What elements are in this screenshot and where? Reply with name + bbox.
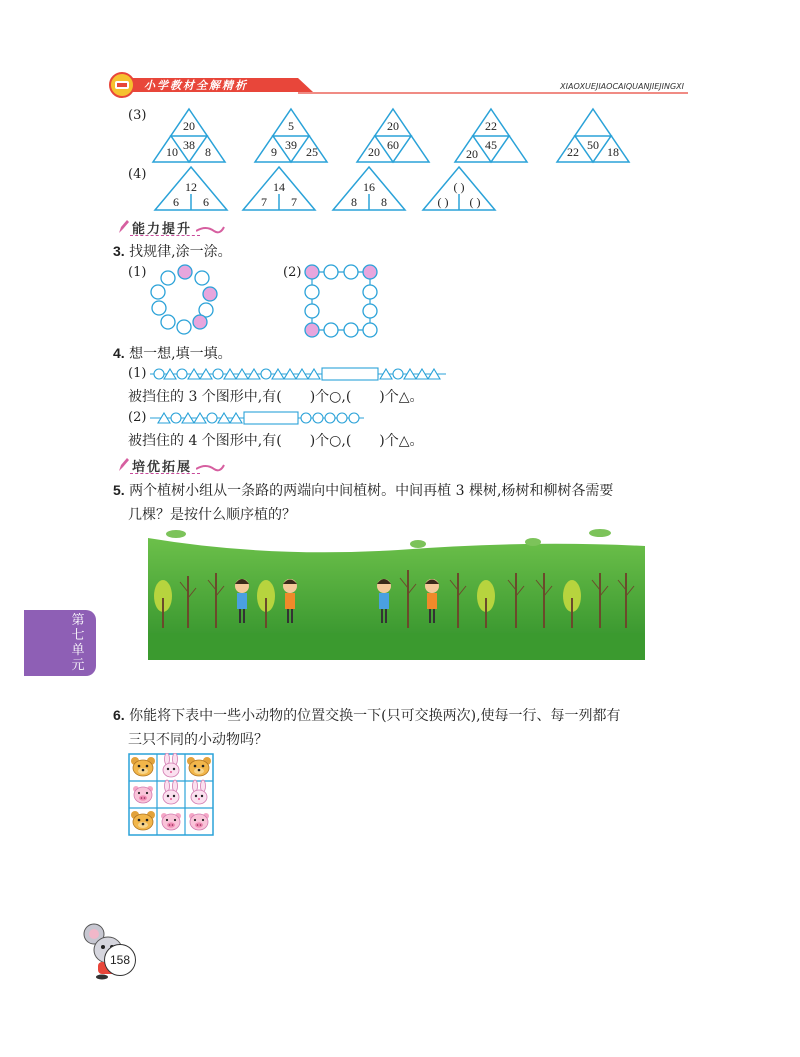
q6-stem: [113, 705, 703, 750]
tri-top-blank: ( ): [453, 180, 465, 194]
tri-top: 12: [185, 180, 197, 194]
tri-right: 25: [306, 145, 318, 159]
tri-left: 22: [567, 145, 579, 159]
tri-top: 5: [288, 119, 294, 133]
tri-left: 20: [466, 147, 478, 161]
side-tab-line2: 单元: [71, 643, 85, 673]
flourish-icon: [196, 223, 226, 235]
triangle-3-4: [455, 109, 527, 162]
tri-left: 7: [261, 195, 267, 209]
pencil-icon: [116, 219, 130, 235]
side-tab-line1: 第七: [71, 613, 85, 643]
tri-left: 20: [368, 145, 380, 159]
q5-line1: [113, 480, 703, 501]
q4-line2: 被挡住的 4 个图形中,有( )个○,( )个△。: [128, 433, 424, 449]
q5-text-line1: 两个植树小组从一条路的两端向中间植树。中间再植 3 棵树,杨树和柳树各需要: [129, 483, 614, 499]
page-number-badge: [104, 944, 136, 976]
triangle-3-3: [357, 109, 429, 162]
q3-circle-ring: [146, 262, 226, 336]
page-header: [108, 72, 688, 98]
tri-right: 8: [205, 145, 211, 159]
q3-text: 找规律,涂一涂。: [129, 244, 232, 260]
tri-right: 7: [291, 195, 297, 209]
triangle-4-2: [243, 167, 315, 210]
triangle-row-3: [148, 106, 648, 166]
pig-icon: [161, 813, 181, 830]
tri-right: 6: [203, 195, 209, 209]
tri-top: 20: [387, 119, 399, 133]
flourish-icon: [196, 461, 226, 473]
q3-stem: [113, 241, 232, 262]
q4-text: 想一想,填一填。: [129, 346, 232, 362]
q4-sub2-label: (2): [128, 410, 147, 425]
tri-center: 45: [485, 138, 497, 152]
tri-right: 8: [381, 195, 387, 209]
q3-number: 3.: [113, 243, 125, 259]
page-number: 158: [109, 953, 131, 967]
tri-left: 6: [173, 195, 179, 209]
q4-stem: [113, 343, 232, 364]
tri-center: 50: [587, 138, 599, 152]
pig-icon: [189, 813, 209, 830]
q4-sequence-1: [150, 366, 450, 382]
tri-center: 39: [285, 138, 297, 152]
pig-icon: [133, 786, 153, 803]
q3-square-ring: [300, 262, 382, 342]
q5-number: 5.: [113, 482, 125, 498]
q4-sub1-label: (1): [128, 366, 147, 381]
tri-top: 16: [363, 180, 375, 194]
section-extension-title: 培优拓展: [132, 460, 193, 475]
tri-center: 60: [387, 138, 399, 152]
q6-number: 6.: [113, 707, 125, 723]
q5-stem: [113, 480, 703, 525]
q5-line2: 几棵？是按什么顺序植的？: [128, 507, 296, 523]
row3-label: (3): [128, 108, 147, 123]
tri-right-blank: ( ): [469, 195, 481, 209]
q3-sub2-label: (2): [283, 265, 302, 280]
triangle-4-4: [423, 167, 495, 210]
tri-left: 9: [271, 145, 277, 159]
q4-line1: 被挡住的 3 个图形中,有( )个○,( )个△。: [128, 389, 424, 405]
triangle-3-1: [153, 109, 225, 162]
row4-label: (4): [128, 167, 147, 182]
q6-line1: [113, 705, 703, 726]
tri-top: 20: [183, 119, 195, 133]
q4-sequence-2: [150, 410, 370, 426]
tri-left: 8: [351, 195, 357, 209]
tri-top: 22: [485, 119, 497, 133]
pencil-icon: [116, 457, 130, 473]
tri-right: 18: [607, 145, 619, 159]
triangle-row-4: [148, 164, 528, 216]
triangle-4-1: [155, 167, 227, 210]
q3-sub1-label: (1): [128, 265, 147, 280]
triangle-3-5: [557, 109, 629, 162]
tri-left-blank: ( ): [437, 195, 449, 209]
header-pinyin: XIAOXUEJIAOCAIQUANJIEJINGXI: [560, 82, 684, 91]
tree-planting-illustration: [148, 528, 645, 660]
section-underline: [130, 473, 200, 474]
tri-left: 10: [166, 145, 178, 159]
triangle-4-3: [333, 167, 405, 210]
animal-grid: [128, 753, 216, 837]
triangle-3-2: [255, 109, 327, 162]
tri-top: 14: [273, 180, 285, 194]
section-ability: [116, 217, 226, 237]
section-underline: [130, 235, 200, 236]
unit-side-tab: [24, 610, 96, 676]
section-ability-title: 能力提升: [132, 222, 193, 237]
tri-center: 38: [183, 138, 195, 152]
section-extension: [116, 455, 226, 475]
q6-text-line1: 你能将下表中一些小动物的位置交换一下(只可交换两次),使每一行、每一列都有: [129, 708, 621, 724]
q4-number: 4.: [113, 345, 125, 361]
q6-line2: 三只不同的小动物吗？: [128, 732, 268, 748]
header-title: 小学教材全解精析: [144, 79, 248, 92]
